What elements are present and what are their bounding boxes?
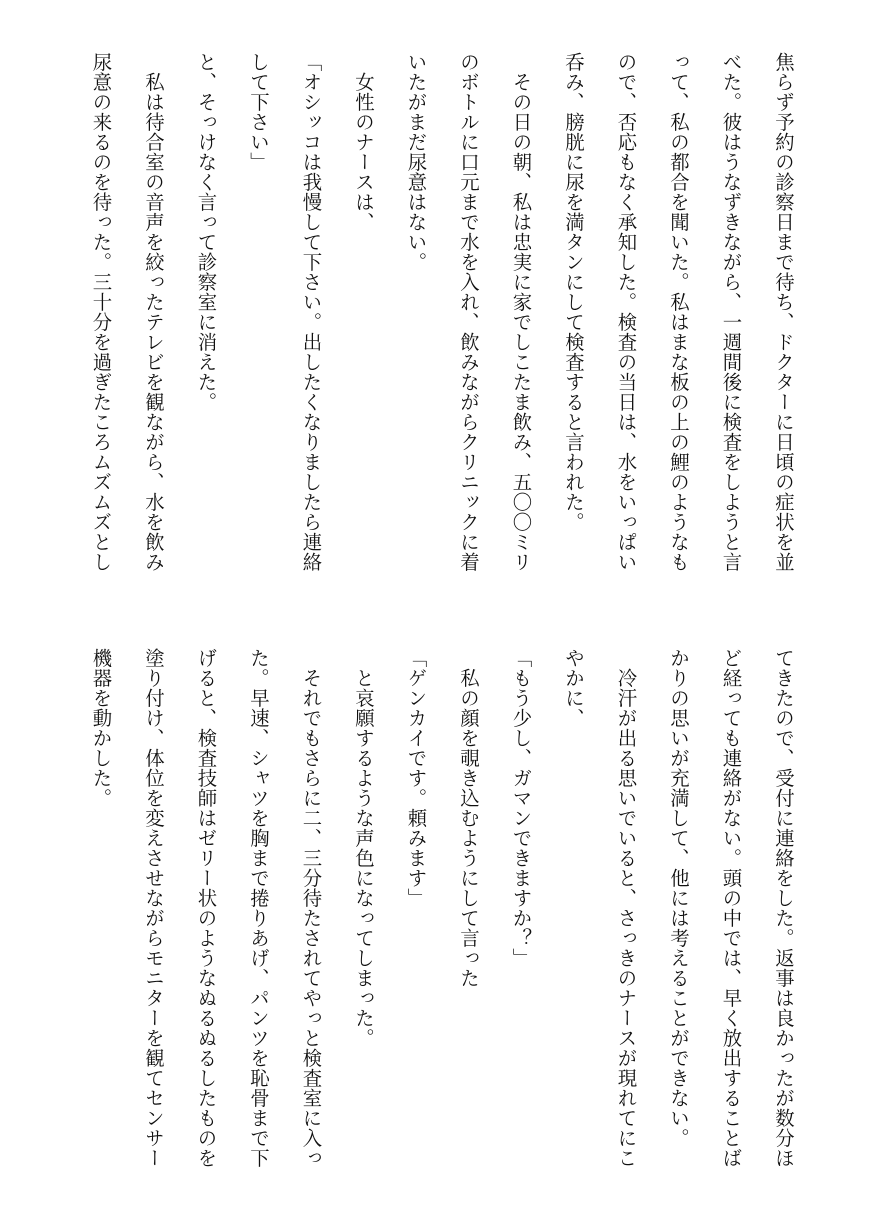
text-line: 私は待合室の音声を絞ったテレビを観ながら、水を飲み [142, 52, 165, 572]
text-line: いたがまだ尿意はない。 [404, 52, 428, 272]
text-line: 冷汗が出る思いでいると、さっきのナースが現れてにこ [614, 648, 638, 1168]
text-line: その日の朝、私は忠実に家でしこたま飲み、五〇〇ミリ [509, 52, 533, 572]
text-line: 「もう少し、ガマンできますか？」 [509, 648, 533, 968]
text-line: して下さい」 [247, 52, 270, 172]
text-line: やかに、 [562, 648, 585, 728]
text-line: かりの思いが充満して、他には考えることができない。 [667, 648, 690, 1148]
text-block-bottom [89, 648, 809, 1193]
text-line: と哀願するような声色になってしまった。 [352, 648, 375, 1048]
text-line: 呑み、膀胱に尿を満タンにして検査すると言われた。 [562, 52, 585, 532]
text-line: 塗り付け、体位を変えさせながらモニターを観てセンサー [142, 648, 165, 1168]
text-line: げると、検査技師はゼリー状のようなぬるぬるしたものを [194, 648, 218, 1168]
text-line: 「ゲンカイです。頼みます」 [404, 648, 428, 908]
text-line: ので、否応もなく承知した。検査の当日は、水をいっぱい [614, 52, 638, 572]
text-line: 「オシッコは我慢して下さい。出したくなりましたら連絡 [299, 52, 323, 572]
text-line: のボトルに口元まで水を入れ、飲みながらクリニックに着 [457, 52, 480, 572]
text-line: 機器を動かした。 [89, 648, 113, 808]
text-line: と、そっけなく言って診察室に消えた。 [194, 52, 218, 412]
text-line: てきたので、受付に連絡をした。返事は良かったが数分ほ [772, 648, 795, 1168]
text-line: べた。彼はうなずきながら、一週間後に検査をしようと言 [719, 52, 743, 572]
text-line: それでもさらに二、三分待たされてやっと検査室に入っ [299, 648, 323, 1168]
text-line: 女性のナースは、 [352, 52, 375, 232]
text-line: 私の顔を覗き込むようにして言った [457, 648, 480, 988]
text-line: 尿意の来るのを待った。三十分を過ぎたころムズムズとし [89, 52, 113, 572]
text-line: ど経っても連絡がない。頭の中では、早く放出することば [719, 648, 743, 1168]
text-block-top [89, 52, 809, 597]
text-line: た。早速、シャツを胸まで捲りあげ、パンツを恥骨まで下 [247, 648, 270, 1168]
text-line: って、私の都合を聞いた。私はまな板の上の鯉のようなも [667, 52, 690, 572]
text-line: 焦らず予約の診察日まで待ち、ドクターに日頃の症状を並 [772, 52, 795, 572]
